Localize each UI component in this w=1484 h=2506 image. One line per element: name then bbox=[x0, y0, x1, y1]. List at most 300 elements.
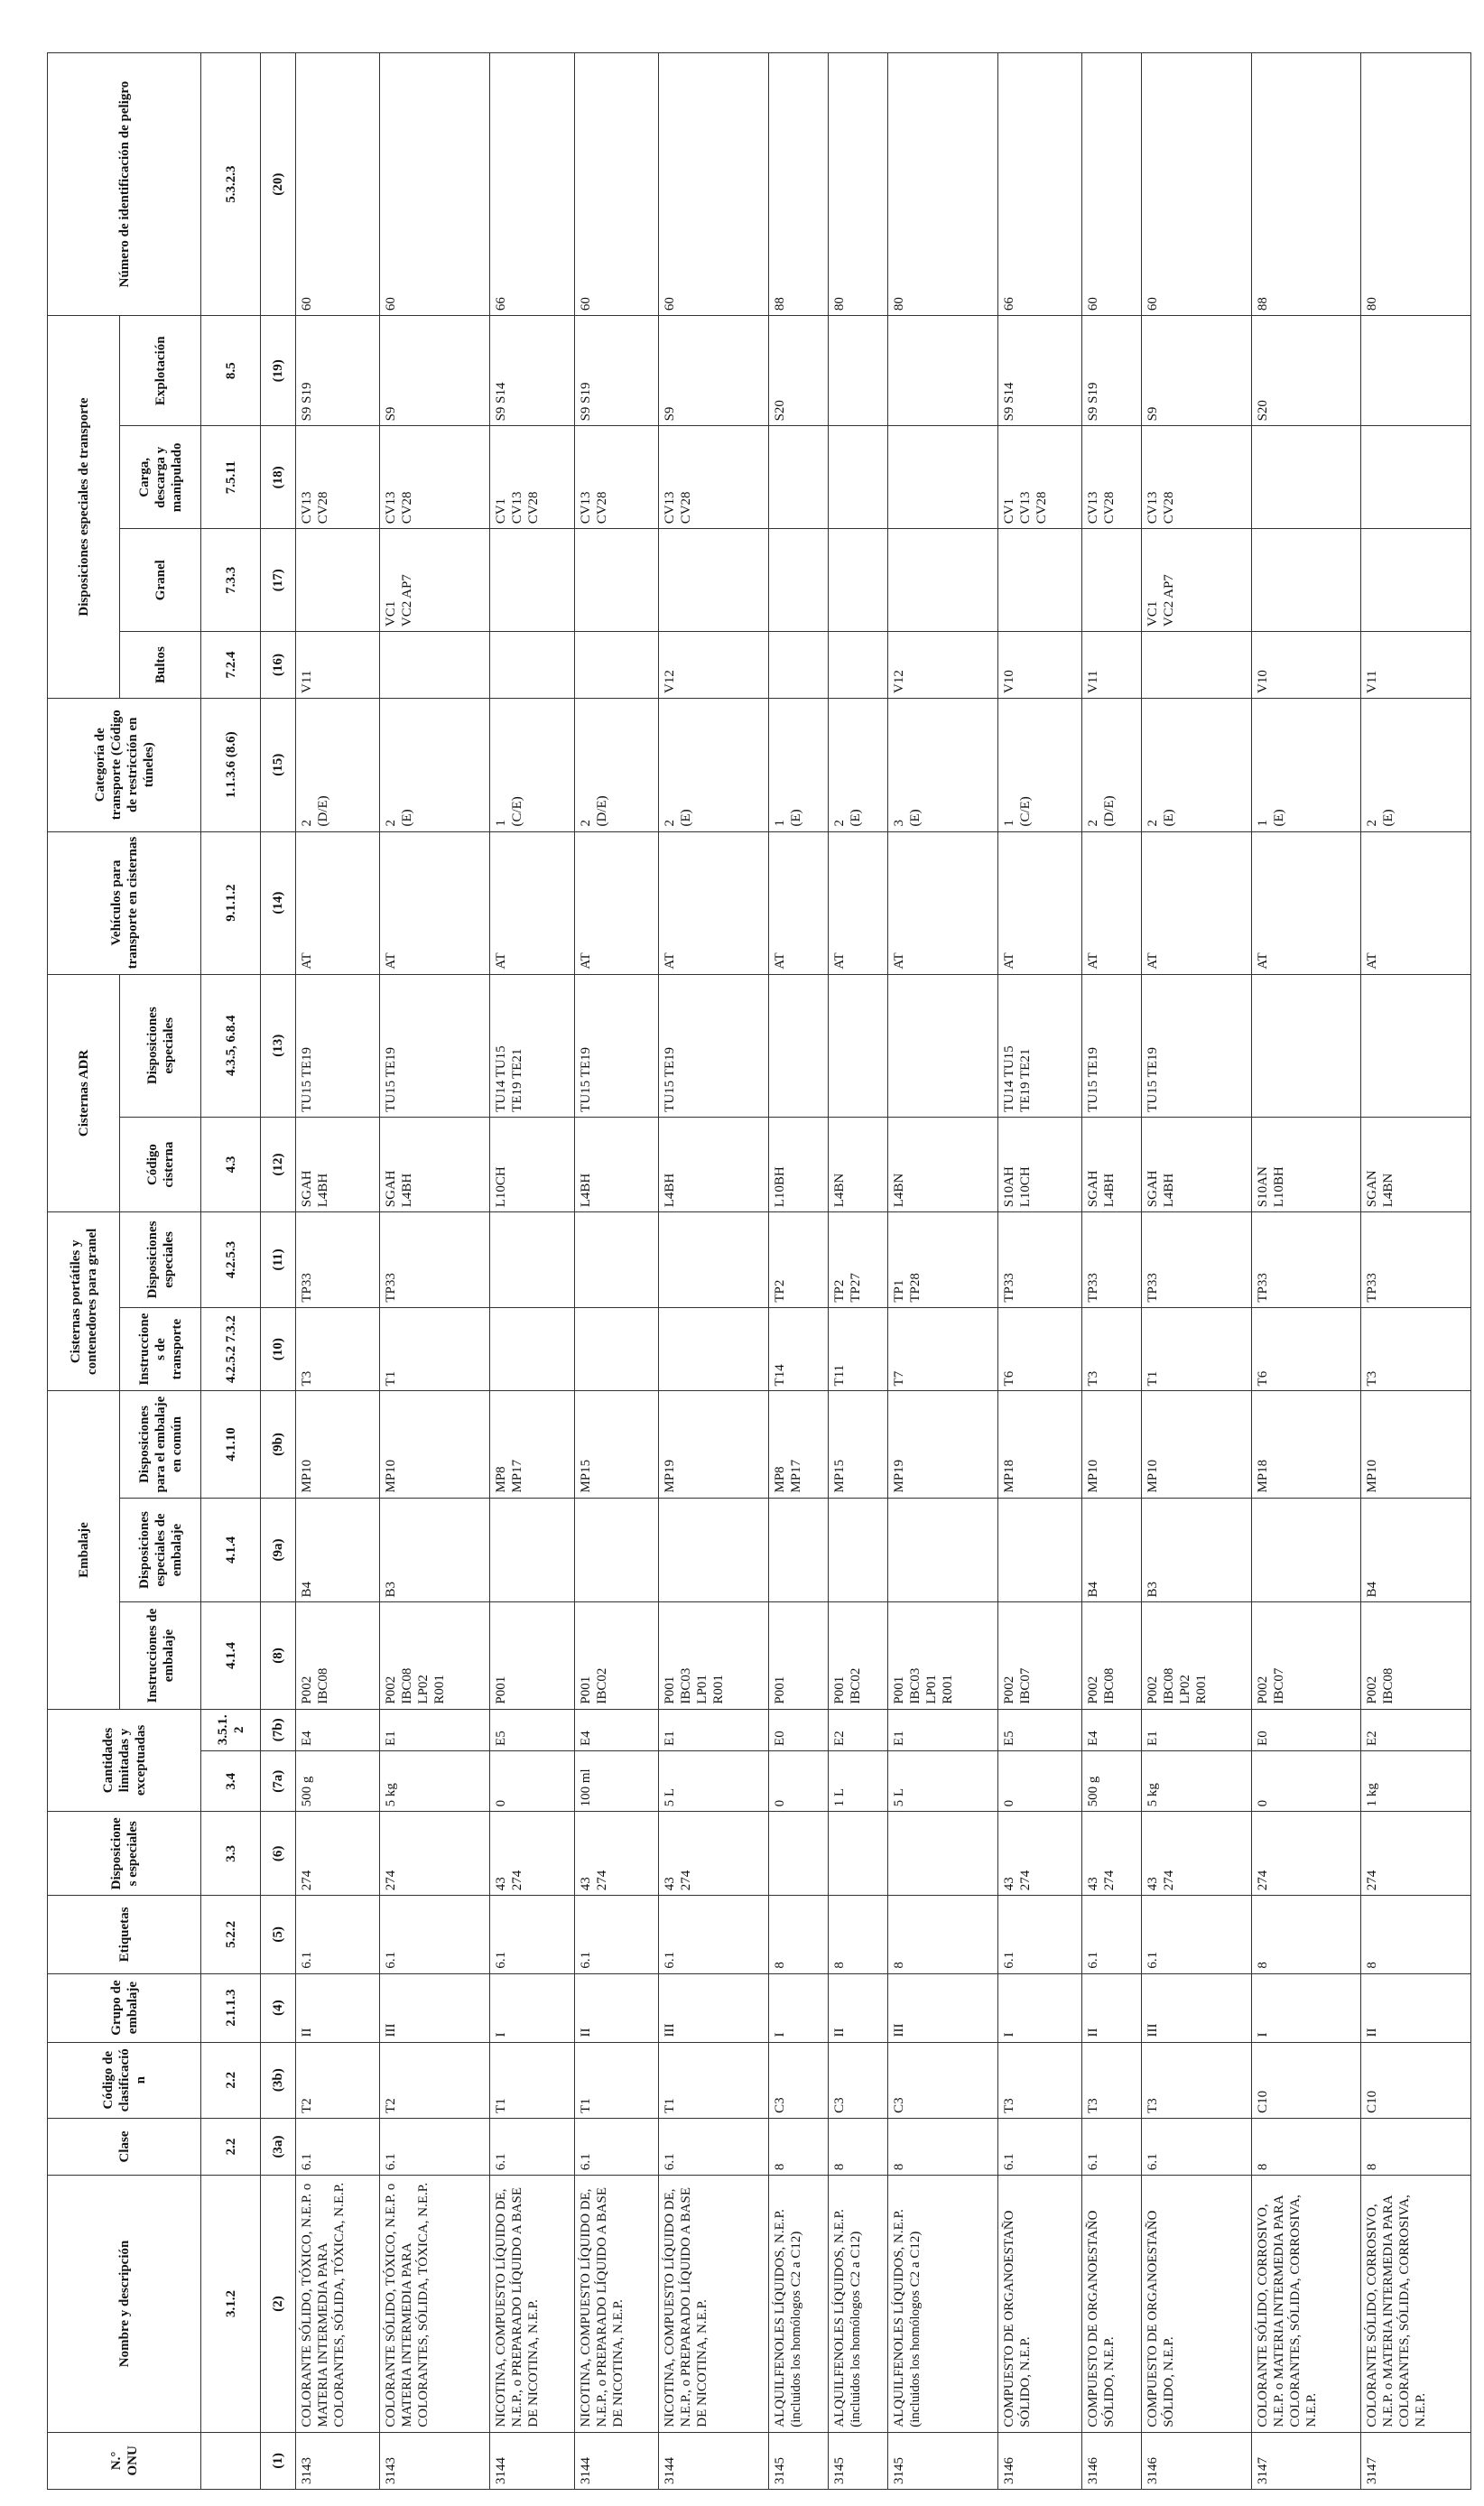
table-cell: E0 bbox=[768, 1709, 828, 1750]
header-hazard-id: Número de identificación de peligro bbox=[48, 53, 201, 316]
header-pt-special-provisions: Disposiciones especiales bbox=[120, 1212, 201, 1307]
header-packing-instructions: Instrucciones de embalaje bbox=[120, 1602, 201, 1709]
table-cell: 0 bbox=[489, 1750, 574, 1811]
column-number-row bbox=[261, 53, 295, 2490]
table-cell: 60 bbox=[295, 53, 380, 316]
table-cell: 274 bbox=[1251, 1812, 1360, 1896]
table-cell: TP33 bbox=[1361, 1212, 1471, 1307]
table-cell bbox=[828, 529, 887, 632]
table-cell bbox=[828, 1812, 887, 1896]
table-cell: AT bbox=[768, 831, 828, 974]
table-cell: II bbox=[1082, 1973, 1142, 2042]
table-cell: 8 bbox=[1251, 2118, 1360, 2175]
table-cell: C3 bbox=[768, 2042, 828, 2118]
table-cell: 3144 bbox=[489, 2432, 574, 2489]
table-cell bbox=[888, 426, 997, 529]
table-cell: 6.1 bbox=[295, 1896, 380, 1973]
header-labels: Etiquetas bbox=[48, 1896, 201, 1973]
table-cell: I bbox=[1251, 1973, 1360, 2042]
table-cell: E4 bbox=[574, 1709, 659, 1750]
table-cell bbox=[574, 1212, 659, 1307]
table-cell: COLORANTE SÓLIDO, TÓXICO, N.E.P. o MATERIA INTERMEDIA PARA COLORANTES, SÓLIDA, TÓXICA, N.E.P. bbox=[380, 2176, 489, 2433]
reference-row-cell: 2.2 bbox=[201, 2118, 261, 2175]
table-cell bbox=[1251, 974, 1360, 1117]
column-number-row-cell: (13) bbox=[261, 974, 295, 1117]
table-cell: 3146 bbox=[1142, 2432, 1251, 2489]
table-cell: E2 bbox=[1361, 1709, 1471, 1750]
table-cell: 8 bbox=[888, 1896, 997, 1973]
table-cell: P001 bbox=[489, 1602, 574, 1709]
table-cell: TU14 TU15 TE19 TE21 bbox=[997, 974, 1082, 1117]
header-special-transport: Disposiciones especiales de transporte bbox=[48, 316, 120, 699]
table-cell: T6 bbox=[1251, 1307, 1360, 1391]
table-cell: 500 g bbox=[1082, 1750, 1142, 1811]
table-cell: S10AN L10BH bbox=[1251, 1117, 1360, 1211]
table-cell: 274 bbox=[380, 1812, 489, 1896]
table-cell: AT bbox=[574, 831, 659, 974]
table-cell bbox=[659, 1498, 768, 1602]
table-row bbox=[574, 53, 659, 2490]
table-cell: TU15 TE19 bbox=[1082, 974, 1142, 1117]
table-cell: 8 bbox=[828, 1896, 887, 1973]
table-cell: 2 (E) bbox=[380, 698, 489, 831]
column-number-row-cell: (16) bbox=[261, 632, 295, 699]
table-cell: COMPUESTO DE ORGANOESTAÑO SÓLIDO, N.E.P. bbox=[1142, 2176, 1251, 2433]
table-cell: L4BN bbox=[828, 1117, 887, 1211]
table-cell bbox=[1142, 632, 1251, 699]
table-cell: 6.1 bbox=[659, 2118, 768, 2175]
table-cell: CV13 CV28 bbox=[659, 426, 768, 529]
table-cell: CV13 CV28 bbox=[1142, 426, 1251, 529]
table-cell: III bbox=[659, 1973, 768, 2042]
table-cell: E2 bbox=[828, 1709, 887, 1750]
table-cell: L4BN bbox=[888, 1117, 997, 1211]
table-cell: 2 (D/E) bbox=[1082, 698, 1142, 831]
table-row bbox=[295, 53, 380, 2490]
table-cell: MP18 bbox=[997, 1391, 1082, 1498]
table-cell: TP1 TP28 bbox=[888, 1212, 997, 1307]
table-cell: SGAH L4BH bbox=[1082, 1117, 1142, 1211]
table-cell: 80 bbox=[888, 53, 997, 316]
table-cell: III bbox=[888, 1973, 997, 2042]
table-cell: TP33 bbox=[1082, 1212, 1142, 1307]
table-cell: COLORANTE SÓLIDO, CORROSIVO, N.E.P. o MATERIA INTERMEDIA PARA COLORANTES, SÓLIDA, CORROSIVA, N.E.P. bbox=[1251, 2176, 1360, 2433]
table-cell: T3 bbox=[1082, 1307, 1142, 1391]
header-tank-code: Código cisterna bbox=[120, 1117, 201, 1211]
table-cell bbox=[888, 529, 997, 632]
table-row bbox=[1142, 53, 1251, 2490]
table-cell: CV1 CV13 CV28 bbox=[489, 426, 574, 529]
table-cell: 1 (C/E) bbox=[489, 698, 574, 831]
table-cell: 8 bbox=[1361, 2118, 1471, 2175]
reference-row-cell: 4.1.4 bbox=[201, 1498, 261, 1602]
table-cell bbox=[574, 1307, 659, 1391]
table-cell: T11 bbox=[828, 1307, 887, 1391]
table-cell: B4 bbox=[295, 1498, 380, 1602]
table-cell: T1 bbox=[659, 2042, 768, 2118]
table-cell: 43 274 bbox=[1082, 1812, 1142, 1896]
table-cell bbox=[828, 1498, 887, 1602]
table-cell: COLORANTE SÓLIDO, TÓXICO, N.E.P. o MATERIA INTERMEDIA PARA COLORANTES, SÓLIDA, TÓXICA, N.E.P. bbox=[295, 2176, 380, 2433]
column-number-row-cell: (15) bbox=[261, 698, 295, 831]
table-cell: 60 bbox=[1082, 53, 1142, 316]
table-cell bbox=[888, 974, 997, 1117]
table-cell: 3146 bbox=[1082, 2432, 1142, 2489]
reference-row-cell: 5.3.2.3 bbox=[201, 53, 261, 316]
table-cell: E1 bbox=[659, 1709, 768, 1750]
table-cell: 88 bbox=[1251, 53, 1360, 316]
column-number-row-cell: (18) bbox=[261, 426, 295, 529]
table-cell: 6.1 bbox=[659, 1896, 768, 1973]
table-cell bbox=[768, 1498, 828, 1602]
table-cell: B3 bbox=[1142, 1498, 1251, 1602]
table-cell bbox=[659, 529, 768, 632]
header-special-provisions: Disposiciones especiales bbox=[48, 1812, 201, 1896]
table-cell: V10 bbox=[997, 632, 1082, 699]
column-number-row-cell: (6) bbox=[261, 1812, 295, 1896]
table-cell: 2 (D/E) bbox=[295, 698, 380, 831]
table-cell: ALQUILFENOLES LÍQUIDOS, N.E.P. (incluidos los homólogos C2 a C12) bbox=[828, 2176, 887, 2433]
table-cell: 8 bbox=[828, 2118, 887, 2175]
table-cell: III bbox=[1142, 1973, 1251, 2042]
table-cell: S9 bbox=[1142, 316, 1251, 426]
header-transport-category: Categoría de transporte (Código de restricción en túneles) bbox=[48, 698, 201, 831]
table-cell bbox=[1251, 426, 1360, 529]
table-cell: 3143 bbox=[295, 2432, 380, 2489]
table-cell bbox=[1361, 529, 1471, 632]
table-cell: V11 bbox=[295, 632, 380, 699]
table-cell: P002 IBC08 bbox=[1082, 1602, 1142, 1709]
table-cell: MP10 bbox=[1142, 1391, 1251, 1498]
table-cell: TU15 TE19 bbox=[659, 974, 768, 1117]
table-cell: 1 (C/E) bbox=[997, 698, 1082, 831]
reference-row-cell: 4.1.4 bbox=[201, 1602, 261, 1709]
table-cell: S9 S14 bbox=[997, 316, 1082, 426]
table-cell: 43 274 bbox=[659, 1812, 768, 1896]
table-cell bbox=[380, 632, 489, 699]
table-cell: E5 bbox=[489, 1709, 574, 1750]
column-number-row-cell: (5) bbox=[261, 1896, 295, 1973]
table-cell: MP10 bbox=[295, 1391, 380, 1498]
table-cell: TU14 TU15 TE19 TE21 bbox=[489, 974, 574, 1117]
table-cell bbox=[828, 632, 887, 699]
reference-row-cell bbox=[201, 2432, 261, 2489]
table-cell bbox=[489, 529, 574, 632]
table-cell: 6.1 bbox=[380, 1896, 489, 1973]
table-cell: NICOTINA, COMPUESTO LÍQUIDO DE, N.E.P., o PREPARADO LÍQUIDO A BASE DE NICOTINA, N.E.P. bbox=[489, 2176, 574, 2433]
table-cell: TU15 TE19 bbox=[380, 974, 489, 1117]
table-cell: 66 bbox=[489, 53, 574, 316]
table-cell: II bbox=[574, 1973, 659, 2042]
table-cell: 6.1 bbox=[1082, 2118, 1142, 2175]
table-cell: NICOTINA, COMPUESTO LÍQUIDO DE, N.E.P., o PREPARADO LÍQUIDO A BASE DE NICOTINA, N.E.P. bbox=[659, 2176, 768, 2433]
table-cell: VC1 VC2 AP7 bbox=[1142, 529, 1251, 632]
column-number-row-cell: (1) bbox=[261, 2432, 295, 2489]
table-cell: 6.1 bbox=[997, 1896, 1082, 1973]
table-cell: 8 bbox=[1361, 1896, 1471, 1973]
table-cell: 5 kg bbox=[1142, 1750, 1251, 1811]
table-cell: TP33 bbox=[295, 1212, 380, 1307]
table-cell: CV13 CV28 bbox=[574, 426, 659, 529]
table-cell: MP10 bbox=[1082, 1391, 1142, 1498]
table-cell: S9 bbox=[659, 316, 768, 426]
table-cell: SGAN L4BN bbox=[1361, 1117, 1471, 1211]
header-bulk: Granel bbox=[120, 529, 201, 632]
table-cell: E4 bbox=[295, 1709, 380, 1750]
table-cell: T14 bbox=[768, 1307, 828, 1391]
reference-row bbox=[201, 53, 261, 2490]
table-cell bbox=[888, 1812, 997, 1896]
table-cell bbox=[828, 426, 887, 529]
table-cell bbox=[1251, 529, 1360, 632]
table-cell bbox=[768, 426, 828, 529]
column-number-row-cell: (3b) bbox=[261, 2042, 295, 2118]
column-number-row-cell: (9a) bbox=[261, 1498, 295, 1602]
column-number-row-cell: (20) bbox=[261, 53, 295, 316]
table-cell: 6.1 bbox=[1142, 2118, 1251, 2175]
table-cell: S9 S14 bbox=[489, 316, 574, 426]
table-cell: 3143 bbox=[380, 2432, 489, 2489]
table-cell: S9 S19 bbox=[1082, 316, 1142, 426]
table-cell: 5 L bbox=[659, 1750, 768, 1811]
table-cell bbox=[828, 974, 887, 1117]
table-cell: I bbox=[489, 1973, 574, 2042]
table-cell: SGAH L4BH bbox=[1142, 1117, 1251, 1211]
table-cell: T3 bbox=[997, 2042, 1082, 2118]
table-cell: T1 bbox=[489, 2042, 574, 2118]
table-cell: T1 bbox=[1142, 1307, 1251, 1391]
column-number-row-cell: (10) bbox=[261, 1307, 295, 1391]
table-cell: E0 bbox=[1251, 1709, 1360, 1750]
table-cell: 6.1 bbox=[997, 2118, 1082, 2175]
table-cell: SGAH L4BH bbox=[295, 1117, 380, 1211]
table-cell bbox=[1251, 1498, 1360, 1602]
table-cell bbox=[828, 316, 887, 426]
table-cell: L4BH bbox=[574, 1117, 659, 1211]
table-cell bbox=[1361, 426, 1471, 529]
table-cell: 0 bbox=[1251, 1750, 1360, 1811]
table-cell: E5 bbox=[997, 1709, 1082, 1750]
table-cell bbox=[888, 316, 997, 426]
table-cell: 0 bbox=[997, 1750, 1082, 1811]
table-cell: T2 bbox=[295, 2042, 380, 2118]
reference-row-cell: 3.3 bbox=[201, 1812, 261, 1896]
table-cell: AT bbox=[888, 831, 997, 974]
table-row bbox=[1082, 53, 1142, 2490]
table-cell: MP10 bbox=[1361, 1391, 1471, 1498]
table-cell: V12 bbox=[888, 632, 997, 699]
table-row bbox=[1251, 53, 1360, 2490]
table-cell: 3145 bbox=[888, 2432, 997, 2489]
table-cell: AT bbox=[997, 831, 1082, 974]
header-name: Nombre y descripción bbox=[48, 2176, 201, 2433]
table-cell: 274 bbox=[1361, 1812, 1471, 1896]
table-cell: 88 bbox=[768, 53, 828, 316]
table-cell: 2 (E) bbox=[1361, 698, 1471, 831]
table-cell bbox=[489, 1498, 574, 1602]
table-cell: 60 bbox=[380, 53, 489, 316]
dangerous-goods-table-page bbox=[47, 52, 1471, 2490]
table-cell: 1 (E) bbox=[1251, 698, 1360, 831]
table-row bbox=[380, 53, 489, 2490]
table-cell: CV13 CV28 bbox=[1082, 426, 1142, 529]
table-cell: 66 bbox=[997, 53, 1082, 316]
table-cell: P002 IBC08 LP02 R001 bbox=[380, 1602, 489, 1709]
header-packaging: Embalaje bbox=[48, 1391, 120, 1709]
table-cell bbox=[489, 1212, 574, 1307]
table-cell: 6.1 bbox=[380, 2118, 489, 2175]
column-number-row-cell: (8) bbox=[261, 1602, 295, 1709]
table-cell: AT bbox=[828, 831, 887, 974]
table-cell: 6.1 bbox=[574, 2118, 659, 2175]
table-cell: P002 IBC07 bbox=[997, 1602, 1082, 1709]
reference-row-cell: 4.2.5.3 bbox=[201, 1212, 261, 1307]
table-cell: T1 bbox=[574, 2042, 659, 2118]
table-row bbox=[888, 53, 997, 2490]
table-cell: C10 bbox=[1251, 2042, 1360, 2118]
reference-row-cell: 4.3.5, 6.8.4 bbox=[201, 974, 261, 1117]
table-cell: TP33 bbox=[380, 1212, 489, 1307]
table-cell: AT bbox=[1082, 831, 1142, 974]
table-cell bbox=[768, 632, 828, 699]
header-portable-tanks: Cisternas portátiles y contenedores para granel bbox=[48, 1212, 120, 1391]
table-cell: V11 bbox=[1082, 632, 1142, 699]
table-cell bbox=[997, 1498, 1082, 1602]
table-cell: T6 bbox=[997, 1307, 1082, 1391]
table-cell: 3147 bbox=[1361, 2432, 1471, 2489]
table-cell: 43 274 bbox=[1142, 1812, 1251, 1896]
table-cell: B4 bbox=[1361, 1498, 1471, 1602]
table-cell: MP18 bbox=[1251, 1391, 1360, 1498]
table-cell bbox=[768, 529, 828, 632]
header-limited-quantities: Cantidades limitadas y exceptuadas bbox=[48, 1709, 201, 1812]
table-cell: II bbox=[295, 1973, 380, 2042]
table-cell: I bbox=[997, 1973, 1082, 2042]
table-cell: T1 bbox=[380, 1307, 489, 1391]
table-cell: TP2 TP27 bbox=[828, 1212, 887, 1307]
table-cell: S10AH L10CH bbox=[997, 1117, 1082, 1211]
table-cell bbox=[997, 529, 1082, 632]
table-cell: CV13 CV28 bbox=[380, 426, 489, 529]
column-number-row-cell: (4) bbox=[261, 1973, 295, 2042]
table-cell: P002 IBC08 bbox=[295, 1602, 380, 1709]
reference-row-cell: 7.3.3 bbox=[201, 529, 261, 632]
table-cell: P001 IBC02 bbox=[574, 1602, 659, 1709]
table-cell: S9 bbox=[380, 316, 489, 426]
table-row bbox=[768, 53, 828, 2490]
header-classification-code: Código de clasificación bbox=[48, 2042, 201, 2118]
table-cell: 3 (E) bbox=[888, 698, 997, 831]
table-cell: CV1 CV13 CV28 bbox=[997, 426, 1082, 529]
table-cell: 2 (E) bbox=[659, 698, 768, 831]
table-cell: T7 bbox=[888, 1307, 997, 1391]
table-cell bbox=[888, 1498, 997, 1602]
table-cell: 3144 bbox=[659, 2432, 768, 2489]
table-cell bbox=[768, 974, 828, 1117]
table-cell: L10BH bbox=[768, 1117, 828, 1211]
reference-row-cell: 4.1.10 bbox=[201, 1391, 261, 1498]
table-cell bbox=[1361, 316, 1471, 426]
reference-row-cell: 9.1.1.2 bbox=[201, 831, 261, 974]
column-number-row-cell: (11) bbox=[261, 1212, 295, 1307]
table-cell: 80 bbox=[1361, 53, 1471, 316]
table-cell bbox=[768, 1812, 828, 1896]
table-cell: V11 bbox=[1361, 632, 1471, 699]
table-cell bbox=[574, 1498, 659, 1602]
table-row bbox=[997, 53, 1082, 2490]
reference-row-cell: 2.1.1.3 bbox=[201, 1973, 261, 2042]
table-cell: MP8 MP17 bbox=[768, 1391, 828, 1498]
column-number-row-cell: (19) bbox=[261, 316, 295, 426]
table-cell: AT bbox=[1361, 831, 1471, 974]
table-cell: L10CH bbox=[489, 1117, 574, 1211]
header-vehicle: Vehículos para transporte en cisternas bbox=[48, 831, 201, 974]
table-cell: C3 bbox=[888, 2042, 997, 2118]
table-cell: C3 bbox=[828, 2042, 887, 2118]
table-cell: B4 bbox=[1082, 1498, 1142, 1602]
table-cell: COLORANTE SÓLIDO, CORROSIVO, N.E.P. o MATERIA INTERMEDIA PARA COLORANTES, SÓLIDA, CORROSIVA, N.E.P. bbox=[1361, 2176, 1471, 2433]
table-cell: II bbox=[1361, 1973, 1471, 2042]
table-cell: TP33 bbox=[1251, 1212, 1360, 1307]
table-cell: 100 ml bbox=[574, 1750, 659, 1811]
table-cell: P001 bbox=[768, 1602, 828, 1709]
table-cell: 80 bbox=[828, 53, 887, 316]
table-cell: 1 (E) bbox=[768, 698, 828, 831]
header-packages: Bultos bbox=[120, 632, 201, 699]
table-cell: E1 bbox=[380, 1709, 489, 1750]
reference-row-cell: 4.3 bbox=[201, 1117, 261, 1211]
table-cell: 2 (E) bbox=[1142, 698, 1251, 831]
table-cell: 6.1 bbox=[489, 1896, 574, 1973]
table-cell: L4BH bbox=[659, 1117, 768, 1211]
table-cell: 6.1 bbox=[1142, 1896, 1251, 1973]
table-cell: AT bbox=[380, 831, 489, 974]
table-cell: E1 bbox=[1142, 1709, 1251, 1750]
table-cell: 3146 bbox=[997, 2432, 1082, 2489]
header-operation: Explotación bbox=[120, 316, 201, 426]
table-cell: MP15 bbox=[828, 1391, 887, 1498]
table-cell: 60 bbox=[1142, 53, 1251, 316]
table-cell: COMPUESTO DE ORGANOESTAÑO SÓLIDO, N.E.P. bbox=[997, 2176, 1082, 2433]
table-row bbox=[659, 53, 768, 2490]
header-transport-instructions: Instrucciones de transporte bbox=[120, 1307, 201, 1391]
column-number-row-cell: (9b) bbox=[261, 1391, 295, 1498]
reference-row-cell: 4.2.5.2 7.3.2 bbox=[201, 1307, 261, 1391]
table-cell: 3147 bbox=[1251, 2432, 1360, 2489]
table-cell: SGAH L4BH bbox=[380, 1117, 489, 1211]
header-loading: Carga, descarga y manipulado bbox=[120, 426, 201, 529]
table-cell: 8 bbox=[768, 1896, 828, 1973]
column-number-row-cell: (17) bbox=[261, 529, 295, 632]
reference-row-cell: 8.5 bbox=[201, 316, 261, 426]
reference-row-cell: 2.2 bbox=[201, 2042, 261, 2118]
table-cell bbox=[489, 1307, 574, 1391]
header-class: Clase bbox=[48, 2118, 201, 2175]
table-cell: ALQUILFENOLES LÍQUIDOS, N.E.P. (incluidos los homólogos C2 a C12) bbox=[888, 2176, 997, 2433]
table-cell: S9 S19 bbox=[574, 316, 659, 426]
table-cell: AT bbox=[659, 831, 768, 974]
table-cell: III bbox=[380, 1973, 489, 2042]
table-cell: 6.1 bbox=[489, 2118, 574, 2175]
column-number-row-cell: (7a) bbox=[261, 1750, 295, 1811]
table-cell: C10 bbox=[1361, 2042, 1471, 2118]
table-cell: 8 bbox=[1251, 1896, 1360, 1973]
table-cell: 43 274 bbox=[997, 1812, 1082, 1896]
table-cell: P002 IBC08 bbox=[1361, 1602, 1471, 1709]
reference-row-cell: 5.2.2 bbox=[201, 1896, 261, 1973]
table-cell bbox=[1082, 529, 1142, 632]
table-cell: T3 bbox=[1142, 2042, 1251, 2118]
